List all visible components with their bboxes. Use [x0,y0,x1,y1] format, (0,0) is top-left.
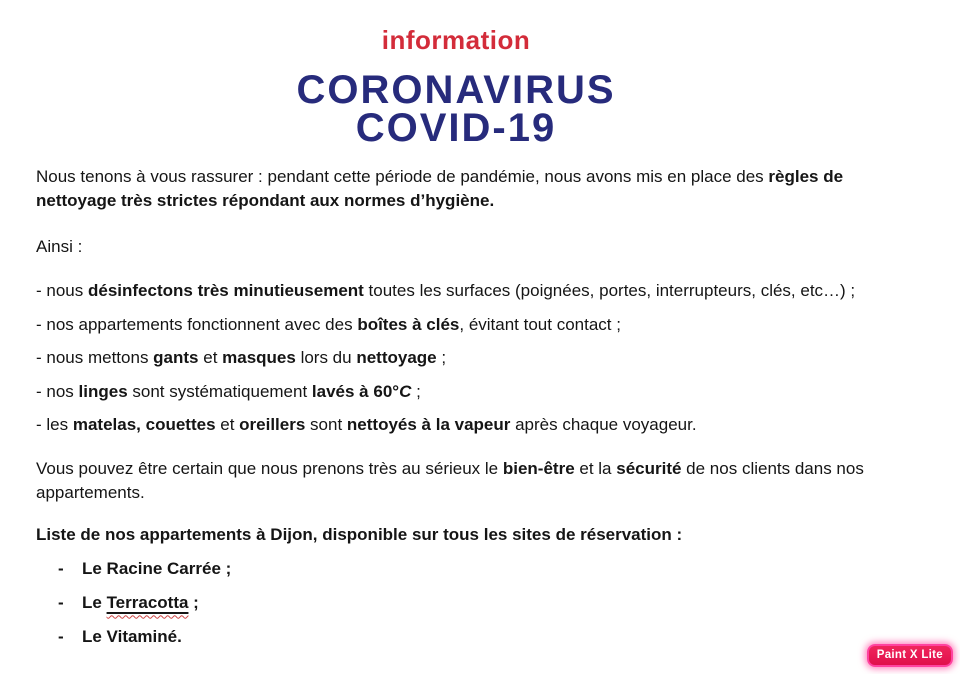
apartment-name-prefix: Le [82,592,107,612]
dash-marker: - [58,592,64,612]
apartments-list [36,557,920,648]
text-segment: et [215,415,240,434]
text-segment: - nous [36,281,88,300]
text-segment: après chaque voyageur. [510,415,697,434]
text-segment-bold: bien-être [502,458,575,478]
bullet-item-surfaces [36,279,920,303]
list-item-racine-carree [36,557,920,580]
text-segment: Nous tenons à vous rassurer : pendant cette période de pandémie, nous avons mis en place des [36,167,769,186]
text-segment-bold: désinfectons très minutieusement [87,281,364,300]
paint-x-lite-watermark-badge [867,644,953,667]
text-segment: sont [305,415,347,434]
bullet-item-boites-a-cles [36,313,920,337]
text-segment: , évitant tout contact ; [459,314,621,334]
text-segment-bold: règles de nettoyage très strictes répondant aux normes d’hygiène. [36,167,844,210]
text-segment-bold: boîtes à clés [357,314,460,334]
apartment-name-suffix: ; [188,592,199,612]
bullet-item-matelas [36,413,920,437]
text-segment-bold-italic: C [399,381,412,401]
text-segment-bold: linges [78,381,128,401]
text-segment-bold: nettoyés à la vapeur [346,415,511,434]
dash-marker: - [58,558,64,578]
dash-marker: - [58,626,64,646]
apartment-name-underlined: Terracotta [106,592,189,612]
reassurance-paragraph [36,457,920,505]
text-segment: sont systématiquement [127,381,312,401]
text-segment: toutes les surfaces (poignées, portes, interrupteurs, clés, etc…) ; [363,281,856,300]
document-header [0,25,936,150]
apartment-name: Le Vitaminé. [82,626,182,646]
text-segment: - nos appartements fonctionnent avec des [36,314,358,334]
title-coronavirus: CORONAVIRUS [296,68,616,112]
bullet-item-linges [36,380,920,404]
text-segment: - les [36,415,73,434]
text-segment: et [198,348,223,367]
watermark-label: Paint X Lite [876,649,943,661]
text-segment-bold: nettoyage [356,348,437,367]
text-segment: de nos clients dans nos appartements. [36,458,864,502]
text-segment: ; [436,348,447,367]
text-segment: lors du [295,348,357,367]
text-segment-bold: sécurité [616,458,682,478]
text-segment-bold: lavés à 60° [311,381,400,401]
bullet-list [36,279,920,437]
list-item-terracotta [36,591,920,614]
text-segment-bold: gants [153,348,199,367]
text-segment: et la [574,458,617,478]
text-segment: Vous pouvez être certain que nous prenons très au sérieux le [36,458,503,478]
intro-paragraph [36,165,920,213]
text-segment-bold: masques [222,348,296,367]
text-segment: - nous mettons [36,348,154,367]
apartment-name: Le Racine Carrée ; [82,558,232,578]
list-item-vitamine [36,625,920,648]
text-segment-bold: matelas, couettes [72,415,216,434]
ainsi-label: Ainsi : [36,237,83,256]
text-segment: ; [411,381,421,401]
title-covid19: COVID-19 [355,106,557,150]
kicker-information: information [381,25,531,55]
bullet-item-gants-masques [36,346,920,370]
spellcheck-underline [107,593,189,612]
apartments-list-heading: Liste de nos appartements à Dijon, disponible sur tous les sites de réservation : [36,524,683,544]
document-body [0,165,960,648]
text-segment: - nos [36,381,79,401]
text-segment-bold: oreillers [239,415,306,434]
